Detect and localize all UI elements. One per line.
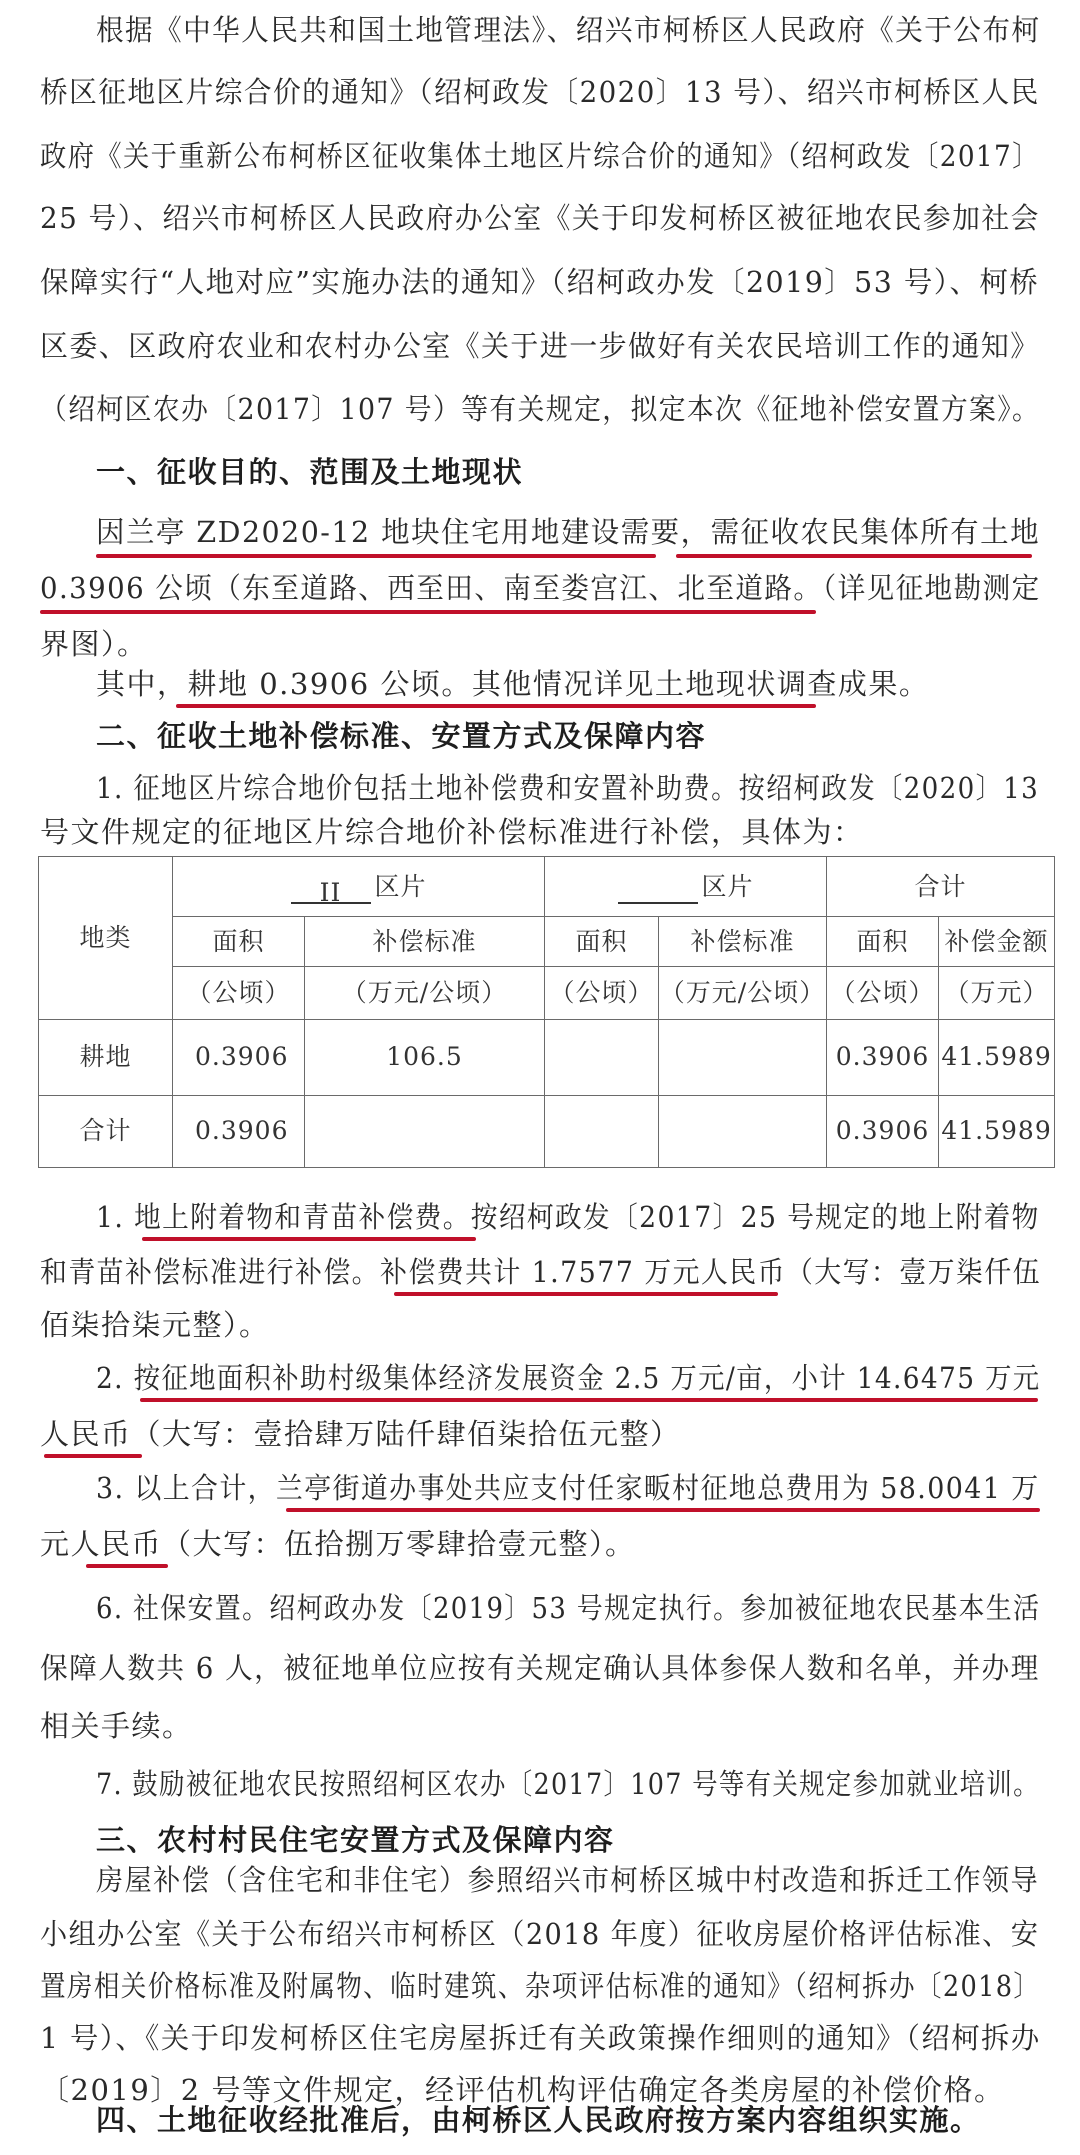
cell-standard xyxy=(659,1019,827,1095)
text-line: 人民币（大写：壹拾肆万陆仟肆佰柒拾伍元整） xyxy=(40,1417,681,1451)
text-line: 2. 按征地面积补助村级集体经济发展资金 2.5 万元/亩，小计 14.6475 万元 xyxy=(96,1361,1041,1395)
header-area-unit: （公顷） xyxy=(173,967,305,1019)
highlight-underline xyxy=(140,1398,1038,1402)
highlight-underline xyxy=(286,1508,1040,1512)
text-line: 桥区征地区片综合价的通知》（绍柯政发〔2020〕13 号）、绍兴市柯桥区人民 xyxy=(40,75,1040,109)
text-line: 佰柒拾柒元整）。 xyxy=(40,1308,270,1342)
header-total: 合计 xyxy=(827,857,1055,917)
highlight-underline xyxy=(394,1292,778,1296)
text-line: 根据《中华人民共和国土地管理法》、绍兴市柯桥区人民政府《关于公布柯 xyxy=(96,13,1041,47)
highlight-underline xyxy=(176,704,816,708)
table-row xyxy=(39,1095,1055,1167)
cell-amount: 41.5989 xyxy=(939,1095,1055,1167)
section-heading-4: 四、土地征收经批准后，由柯桥区人民政府按方案内容组织实施。 xyxy=(96,2103,981,2137)
text-line: 号文件规定的征地区片综合地价补偿标准进行补偿，具体为： xyxy=(40,815,864,849)
cell-amount: 41.5989 xyxy=(939,1019,1055,1095)
header-area: 面积 xyxy=(545,917,659,967)
section-heading-3: 三、农村村民住宅安置方式及保障内容 xyxy=(96,1823,615,1857)
text-line: 保障人数共 6 人，被征地单位应按有关规定确认具体参保人数和名单，并办理 xyxy=(40,1651,1040,1685)
text-line: 1. 征地区片综合地价包括土地补偿费和安置补助费。按绍柯政发〔2020〕13 xyxy=(96,771,1040,805)
text-line: 〔2019〕2 号等文件规定，经评估机构评估确定各类房屋的补偿价格。 xyxy=(40,2073,1005,2107)
highlight-underline xyxy=(142,1237,476,1241)
text-line: 区委、区政府农业和农村办公室《关于进一步做好有关农民培训工作的通知》 xyxy=(40,329,1040,363)
text-line: 因兰亭 ZD2020-12 地块住宅用地建设需要，需征收农民集体所有土地 xyxy=(96,515,1041,549)
text-line: 6. 社保安置。绍柯政办发〔2019〕53 号规定执行。参加被征地农民基本生活 xyxy=(96,1591,1041,1625)
cell-standard xyxy=(659,1095,827,1167)
highlight-underline xyxy=(44,1454,142,1458)
text-line: 界图）。 xyxy=(40,627,148,661)
cell-area: 0.3906 xyxy=(173,1019,305,1095)
header-standard-unit: （万元/公顷） xyxy=(659,967,827,1019)
header-land-type: 地类 xyxy=(39,857,173,1020)
highlight-underline xyxy=(40,610,816,614)
text-line: 元人民币（大写：伍拾捌万零肆拾壹元整）。 xyxy=(40,1527,636,1561)
zone-number-blank xyxy=(618,876,698,904)
text-line: 小组办公室《关于公布绍兴市柯桥区（2018 年度）征收房屋价格评估标准、安 xyxy=(40,1917,1040,1951)
text-line: 25 号）、绍兴市柯桥区人民政府办公室《关于印发柯桥区被征地农民参加社会 xyxy=(40,201,1040,235)
compensation-table xyxy=(38,856,1055,1168)
text-line: 3. 以上合计，兰亭街道办事处共应支付任家畈村征地总费用为 58.0041 万 xyxy=(96,1471,1040,1505)
cell-area-total: 0.3906 xyxy=(827,1095,939,1167)
header-amount-unit: （万元） xyxy=(939,967,1055,1019)
cell-type: 合计 xyxy=(39,1095,173,1167)
text-line: 保障实行“人地对应”实施办法的通知》（绍柯政办发〔2019〕53 号）、柯桥 xyxy=(40,265,1040,299)
text-line: 1 号）、《关于印发柯桥区住宅房屋拆迁有关政策操作细则的通知》（绍柯拆办 xyxy=(40,2021,1041,2055)
header-area-unit: （公顷） xyxy=(827,967,939,1019)
cell-area xyxy=(545,1019,659,1095)
cell-standard: 106.5 xyxy=(305,1019,545,1095)
text-line: 其中，耕地 0.3906 公顷。其他情况详见土地现状调查成果。 xyxy=(96,667,930,701)
table-row xyxy=(39,1019,1055,1095)
text-line: （绍柯区农办〔2017〕107 号）等有关规定，拟定本次《征地补偿安置方案》。 xyxy=(40,392,1041,426)
text-line: 1. 地上附着物和青苗补偿费。按绍柯政发〔2017〕25 号规定的地上附着物 xyxy=(96,1200,1040,1234)
section-heading-1: 一、征收目的、范围及土地现状 xyxy=(96,455,524,489)
header-amount: 补偿金额 xyxy=(939,917,1055,967)
zone-label: 区片 xyxy=(701,871,754,901)
text-line: 相关手续。 xyxy=(40,1709,193,1743)
header-area-unit: （公顷） xyxy=(545,967,659,1019)
highlight-underline xyxy=(676,554,1032,558)
zone-number: II xyxy=(291,876,371,904)
text-line: 置房相关价格标准及附属物、临时建筑、杂项评估标准的通知》（绍柯拆办〔2018〕 xyxy=(40,1969,1041,2003)
text-line: 政府《关于重新公布柯桥区征收集体土地区片综合价的通知》（绍柯政发〔2017〕 xyxy=(40,139,1040,173)
text-line: 7. 鼓励被征地农民按照绍柯区农办〔2017〕107 号等有关规定参加就业培训。 xyxy=(96,1767,1040,1801)
section-heading-2: 二、征收土地补偿标准、安置方式及保障内容 xyxy=(96,719,707,753)
cell-area xyxy=(545,1095,659,1167)
cell-area-total: 0.3906 xyxy=(827,1019,939,1095)
cell-standard xyxy=(305,1095,545,1167)
text-line: 和青苗补偿标准进行补偿。补偿费共计 1.7577 万元人民币（大写：壹万柒仟伍 xyxy=(40,1255,1041,1289)
cell-area: 0.3906 xyxy=(173,1095,305,1167)
header-standard: 补偿标准 xyxy=(659,917,827,967)
zone-label: 区片 xyxy=(374,871,427,901)
header-area: 面积 xyxy=(827,917,939,967)
header-standard: 补偿标准 xyxy=(305,917,545,967)
header-standard-unit: （万元/公顷） xyxy=(305,967,545,1019)
header-zone-1 xyxy=(173,857,545,917)
text-line: 房屋补偿（含住宅和非住宅）参照绍兴市柯桥区城中村改造和拆迁工作领导 xyxy=(96,1863,1040,1897)
highlight-underline xyxy=(86,1564,168,1568)
cell-type: 耕地 xyxy=(39,1019,173,1095)
highlight-underline xyxy=(96,554,656,558)
header-zone-2 xyxy=(545,857,827,917)
text-line: 0.3906 公顷（东至道路、西至田、南至娄宫江、北至道路。（详见征地勘测定 xyxy=(40,571,1041,605)
header-area: 面积 xyxy=(173,917,305,967)
